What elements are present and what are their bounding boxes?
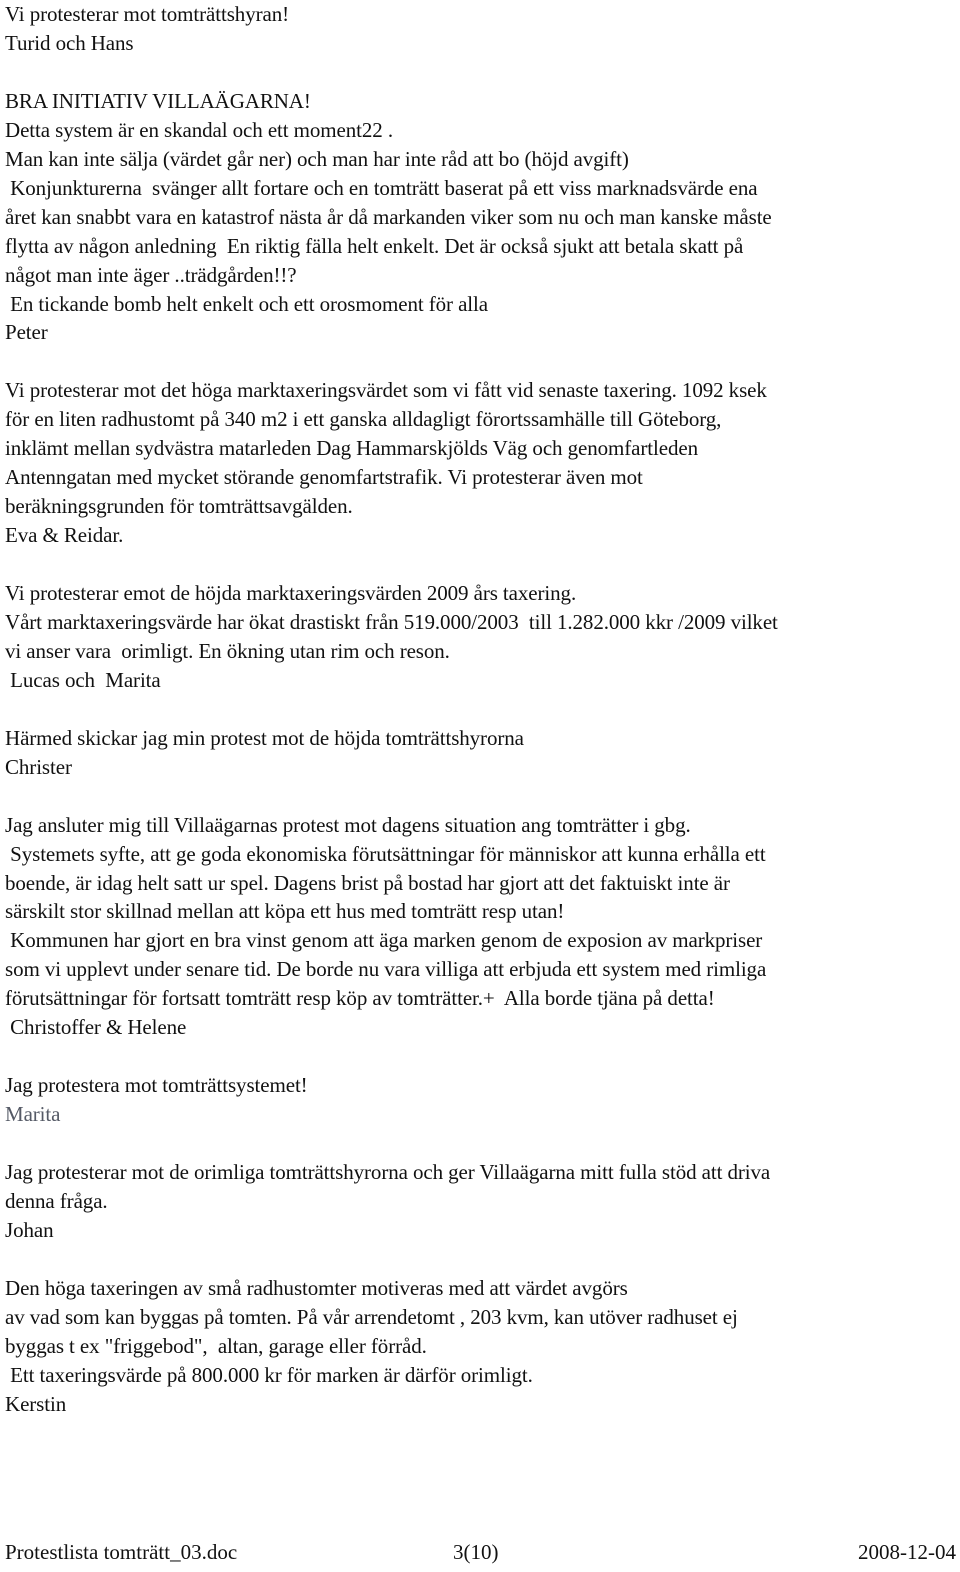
text-line: Vi protesterar mot det höga marktaxeringsvärdet som vi fått vid senaste taxering. 1092 ksek: [5, 378, 767, 403]
text-line: Jag ansluter mig till Villaägarnas protest mot dagens situation ang tomträtter i gbg.: [5, 812, 691, 837]
text-line: BRA INITIATIV VILLAÄGARNA!: [5, 88, 311, 113]
text-line: Detta system är en skandal och ett moment22 .: [5, 117, 393, 142]
text-line: Jag protesterar mot de orimliga tomträttshyrorna och ger Villaägarna mitt fulla stöd att driva: [5, 1160, 771, 1184]
text-line: Lucas och Marita: [5, 667, 161, 692]
text-line: Kerstin: [5, 1391, 67, 1416]
text-line: Vi protesterar emot de höjda marktaxeringsvärden 2009 års taxering.: [5, 581, 577, 605]
text-line: Vi protesterar mot tomträttshyran!: [5, 2, 290, 26]
text-line: Vårt marktaxeringsvärde har ökat drastiskt från 519.000/2003 till 1.282.000 kkr /2009 vilket: [5, 609, 778, 634]
text-line: Ett taxeringsvärde på 800.000 kr för marken är därför orimligt.: [5, 1362, 533, 1387]
text-line: året kan snabbt vara en katastrof nästa år då markanden viker som nu och man kanske måste: [5, 204, 772, 229]
text-line: Systemets syfte, att ge goda ekonomiska förutsättningar för människor att kunna erhålla ett: [5, 841, 766, 866]
text-line: flytta av någon anledning En riktig fälla helt enkelt. Det är också sjukt att betala skatt på: [5, 233, 744, 258]
footer-filename: Protestlista tomträtt_03.doc: [5, 1540, 238, 1564]
text-line: något man inte äger ..trädgården!!?: [5, 262, 297, 287]
text-line: förutsättningar för fortsatt tomträtt resp köp av tomträtter.+ Alla borde tjäna på detta!: [5, 986, 715, 1011]
text-line: Eva & Reidar.: [5, 523, 124, 548]
text-line: Johan: [5, 1217, 54, 1242]
footer-page-number: 3(10): [453, 1540, 499, 1564]
text-line: Konjunkturerna svänger allt fortare och en tomträtt baserat på ett viss marknadsvärde ena: [5, 175, 758, 200]
text-line: En tickande bomb helt enkelt och ett orosmoment för alla: [5, 291, 488, 316]
text-line: Antenngatan med mycket störande genomfartstrafik. Vi protesterar även mot: [5, 465, 643, 490]
text-line: Marita: [5, 1102, 61, 1127]
text-line: för en liten radhustomt på 340 m2 i ett ganska alldagligt förortssamhälle till Göteborg,: [5, 407, 722, 432]
text-line: som vi upplevt under senare tid. De borde nu vara villiga att erbjuda ett system med rimliga: [5, 957, 767, 982]
text-line: Peter: [5, 320, 48, 345]
text-line: Turid och Hans: [5, 30, 134, 55]
text-line: särskilt stor skillnad mellan att köpa ett hus med tomträtt resp utan!: [5, 899, 565, 924]
text-line: Man kan inte sälja (värdet går ner) och man har inte råd att bo (höjd avgift): [5, 146, 629, 171]
text-line: denna fråga.: [5, 1189, 108, 1213]
text-line: beräkningsgrunden för tomträttsavgälden.: [5, 494, 353, 519]
text-line: Christer: [5, 754, 72, 779]
footer-date: 2008-12-04: [858, 1540, 956, 1564]
text-line: Den höga taxeringen av små radhustomter motiveras med att värdet avgörs: [5, 1275, 628, 1300]
text-line: vi anser vara orimligt. En ökning utan rim och reson.: [5, 638, 450, 663]
text-line: Jag protestera mot tomträttsystemet!: [5, 1073, 308, 1098]
text-line: Härmed skickar jag min protest mot de höjda tomträttshyrorna: [5, 725, 524, 750]
text-line: Christoffer & Helene: [5, 1015, 187, 1040]
text-line: inklämt mellan sydvästra matarleden Dag Hammarskjölds Väg och genomfartleden: [5, 436, 698, 461]
text-line: byggas t ex "friggebod", altan, garage eller förråd.: [5, 1333, 427, 1358]
text-line: Kommunen har gjort en bra vinst genom att äga marken genom de exposion av markpriser: [5, 928, 763, 953]
page-footer: [5, 1538, 956, 1568]
text-line: boende, är idag helt satt ur spel. Dagens brist på bostad har gjort att det faktuiskt inte är: [5, 870, 730, 895]
text-line: av vad som kan byggas på tomten. På vår arrendetomt , 203 kvm, kan utöver radhuset ej: [5, 1304, 738, 1329]
